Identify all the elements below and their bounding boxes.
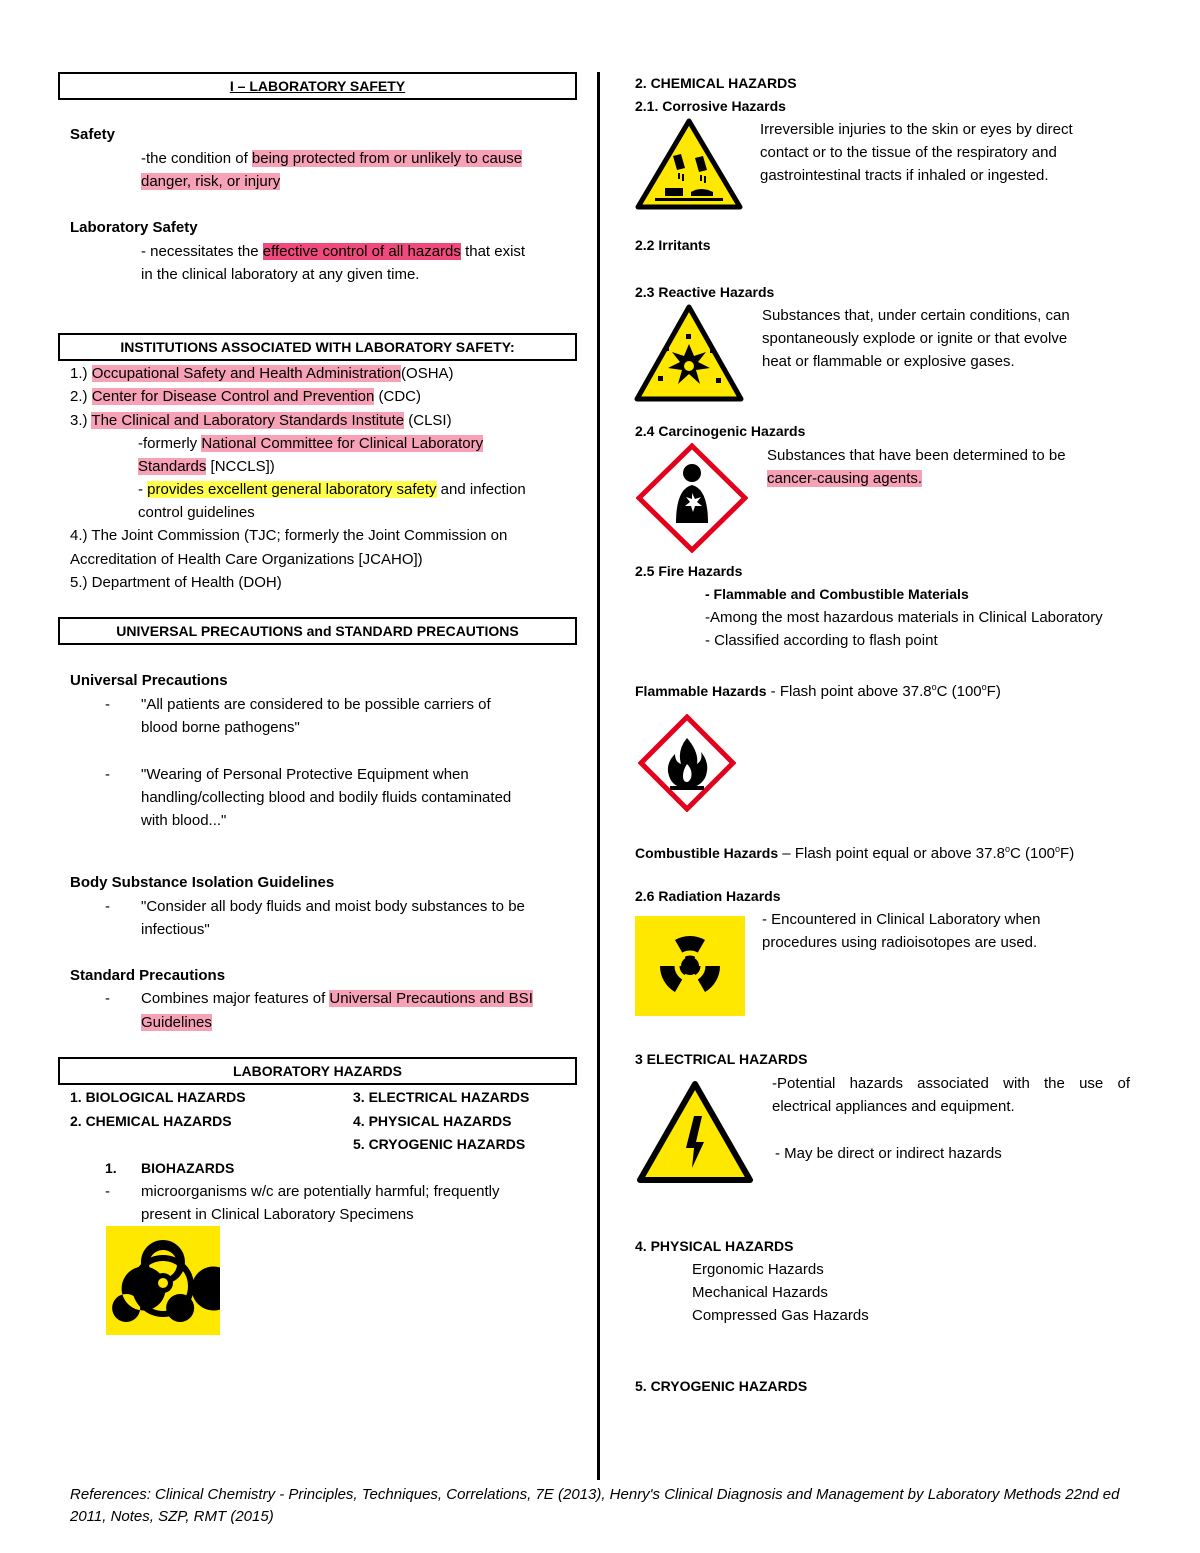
text: - necessitates the (141, 243, 263, 260)
corrosive-line2: contact or to the tissue of the respiratory and (760, 144, 1057, 161)
chemical-hazards-title: 2. CHEMICAL HAZARDS (635, 75, 797, 91)
section-header-lab-safety (58, 72, 577, 100)
physical-title: 4. PHYSICAL HAZARDS (635, 1238, 794, 1254)
highlighted-text: The Clinical and Laboratory Standards Institute (91, 412, 405, 429)
text: C (100 (936, 683, 982, 700)
bullet-dash: - (105, 1183, 110, 1200)
up-item1-line1: "All patients are considered to be possible carriers of (141, 696, 491, 713)
institution-3-provides-line2: control guidelines (138, 504, 255, 521)
text: 1.) (70, 365, 92, 382)
institution-1 (70, 362, 454, 385)
text: F) (986, 683, 1001, 700)
physical-item: Ergonomic Hazards (692, 1261, 824, 1278)
labsafety-definition-line2: in the clinical laboratory at any given time. (141, 266, 420, 283)
corrosive-icon (635, 118, 743, 210)
text: [NCCLS]) (206, 458, 275, 475)
biohazards-line2: present in Clinical Laboratory Specimens (141, 1206, 414, 1223)
biohazards-number: 1. (105, 1160, 117, 1176)
text: 3.) (70, 412, 92, 429)
institution-4-line1: 4.) The Joint Commission (TJC; formerly the Joint Commission on (70, 527, 508, 544)
references: References: Clinical Chemistry - Principles, Techniques, Correlations, 7E (2013), Henry's Clinical Diagnosis and Management by Laboratory Methods 22nd ed 2011, Notes, SZP, RMT (2015) (70, 1486, 1120, 1525)
highlighted-text: Center for Disease Control and Prevention (91, 388, 375, 405)
text: (CLSI) (404, 412, 452, 429)
bullet-dash: - (105, 990, 110, 1007)
biohazard-icon (106, 1226, 220, 1335)
labsafety-definition-line1 (141, 240, 525, 263)
text: that exist (460, 243, 526, 260)
text: F) (1060, 845, 1075, 862)
up-item2-line3: with blood..." (141, 812, 227, 829)
radiation-line1: - Encountered in Clinical Laboratory when (762, 911, 1041, 928)
biohazards-line1: microorganisms w/c are potentially harmful; frequently (141, 1183, 500, 1200)
highlighted-text: Standards (138, 458, 207, 475)
universal-precautions-title: Universal Precautions (70, 672, 228, 689)
text: (CDC) (374, 388, 421, 405)
fire-line2: -Among the most hazardous materials in Clinical Laboratory (705, 609, 1103, 626)
institution-3 (70, 409, 452, 432)
section-title: I – LABORATORY SAFETY (229, 78, 406, 94)
text: 2.) (70, 388, 92, 405)
text: - (138, 481, 148, 498)
electrical-title: 3 ELECTRICAL HAZARDS (635, 1051, 808, 1067)
degree: o (1004, 844, 1010, 854)
reactive-line1: Substances that, under certain conditions, can (762, 307, 1070, 324)
safety-definition-line2 (141, 170, 280, 193)
combustible-label: Combustible Hazards (635, 845, 779, 861)
radiation-line2: procedures using radioisotopes are used. (762, 934, 1038, 951)
carcinogenic-line1: Substances that have been determined to be (767, 447, 1066, 464)
physical-item: Mechanical Hazards (692, 1284, 828, 1301)
bsi-line1: "Consider all body fluids and moist body substances to be (141, 898, 525, 915)
fire-title: 2.5 Fire Hazards (635, 563, 743, 579)
text: -the condition of (141, 150, 252, 167)
hazard-list-2: 2. CHEMICAL HAZARDS (70, 1113, 232, 1129)
section-title: INSTITUTIONS ASSOCIATED WITH LABORATORY SAFETY: (120, 339, 515, 355)
institution-5: 5.) Department of Health (DOH) (70, 574, 282, 591)
text: (OSHA) (401, 365, 454, 382)
highlighted-text: Occupational Safety and Health Administration (91, 365, 402, 382)
up-item2-line2: handling/collecting blood and bodily fluids contaminated (141, 789, 512, 806)
sp-line2 (141, 1011, 212, 1034)
institution-2 (70, 385, 421, 408)
text: - Flash point above 37.8 (766, 683, 932, 700)
section-header-precautions (58, 617, 577, 645)
hazard-list-5: 5. CRYOGENIC HAZARDS (353, 1136, 526, 1152)
text: and infection (436, 481, 526, 498)
hazard-list-4: 4. PHYSICAL HAZARDS (353, 1113, 512, 1129)
radiation-title: 2.6 Radiation Hazards (635, 888, 781, 904)
health-hazard-icon (636, 443, 748, 553)
corrosive-line1: Irreversible injuries to the skin or eyes by direct (760, 121, 1073, 138)
electrical-hazard-icon (636, 1080, 754, 1184)
reactive-line2: spontaneously explode or ignite or that evolve (762, 330, 1068, 347)
highlighted-text: danger, risk, or injury (141, 173, 281, 190)
standard-precautions-title: Standard Precautions (70, 967, 226, 984)
institution-3-formerly-line1 (138, 432, 483, 455)
text: Combines major features of (141, 990, 330, 1007)
highlighted-text: National Committee for Clinical Laboratory (201, 435, 484, 452)
electrical-line2: - May be direct or indirect hazards (775, 1145, 1002, 1162)
safety-definition-line1 (141, 147, 522, 170)
reactive-line3: heat or flammable or explosive gases. (762, 353, 1015, 370)
flammable-line (635, 676, 1001, 703)
term-safety: Safety (70, 126, 116, 143)
bullet-dash: - (105, 696, 110, 713)
corrosive-title: 2.1. Corrosive Hazards (635, 98, 786, 114)
degree: o (1055, 844, 1061, 854)
text: C (100 (1009, 845, 1056, 862)
institution-3-formerly-line2 (138, 455, 275, 478)
text: – Flash point equal or above 37.8 (778, 845, 1005, 862)
up-item1-line2: blood borne pathogens" (141, 719, 300, 736)
section-header-lab-hazards (58, 1057, 577, 1085)
sp-line1 (141, 987, 533, 1010)
radiation-icon (635, 916, 745, 1016)
bsi-line2: infectious" (141, 921, 210, 938)
highlighted-text: effective control of all hazards (262, 243, 461, 260)
carcinogenic-line2 (767, 467, 922, 490)
section-header-institutions (58, 333, 577, 361)
cryogenic-title: 5. CRYOGENIC HAZARDS (635, 1378, 808, 1394)
electrical-paragraph: -Potential hazards associated with the use of electrical appliances and equipment. (772, 1075, 1130, 1116)
flammable-icon (638, 714, 736, 812)
reactive-title: 2.3 Reactive Hazards (635, 284, 775, 300)
term-laboratory-safety: Laboratory Safety (70, 219, 198, 236)
degree: o (981, 682, 987, 692)
carcinogenic-title: 2.4 Carcinogenic Hazards (635, 423, 806, 439)
institution-4-line2: Accreditation of Health Care Organizations [JCAHO]) (70, 551, 423, 568)
up-item2-line1: "Wearing of Personal Protective Equipment when (141, 766, 469, 783)
text: -formerly (138, 435, 202, 452)
bullet-dash: - (105, 898, 110, 915)
highlighted-text: being protected from or unlikely to cause (251, 150, 523, 167)
section-title: LABORATORY HAZARDS (232, 1063, 403, 1079)
degree: o (931, 682, 937, 692)
hazard-list-1: 1. BIOLOGICAL HAZARDS (70, 1089, 246, 1105)
irritants-title: 2.2 Irritants (635, 237, 711, 253)
biohazards-title: BIOHAZARDS (141, 1160, 235, 1176)
fire-line1: - Flammable and Combustible Materials (705, 586, 969, 602)
bullet-dash: - (105, 766, 110, 783)
flammable-label: Flammable Hazards (635, 683, 767, 699)
fire-line3: - Classified according to flash point (705, 632, 938, 649)
hazard-list-3: 3. ELECTRICAL HAZARDS (353, 1089, 530, 1105)
combustible-line (635, 838, 1074, 865)
highlighted-text: Universal Precautions and BSI (329, 990, 533, 1007)
highlighted-text: provides excellent general laboratory safety (147, 481, 437, 498)
explosive-icon (634, 304, 744, 402)
physical-item: Compressed Gas Hazards (692, 1307, 869, 1324)
highlighted-text: cancer-causing agents. (767, 470, 923, 487)
section-title: UNIVERSAL PRECAUTIONS and STANDARD PRECAUTIONS (116, 623, 519, 639)
corrosive-line3: gastrointestinal tracts if inhaled or ingested. (760, 167, 1049, 184)
bsi-title: Body Substance Isolation Guidelines (70, 874, 335, 891)
highlighted-text: Guidelines (141, 1014, 212, 1031)
institution-3-provides-line1 (138, 478, 526, 501)
column-divider (597, 72, 600, 1480)
